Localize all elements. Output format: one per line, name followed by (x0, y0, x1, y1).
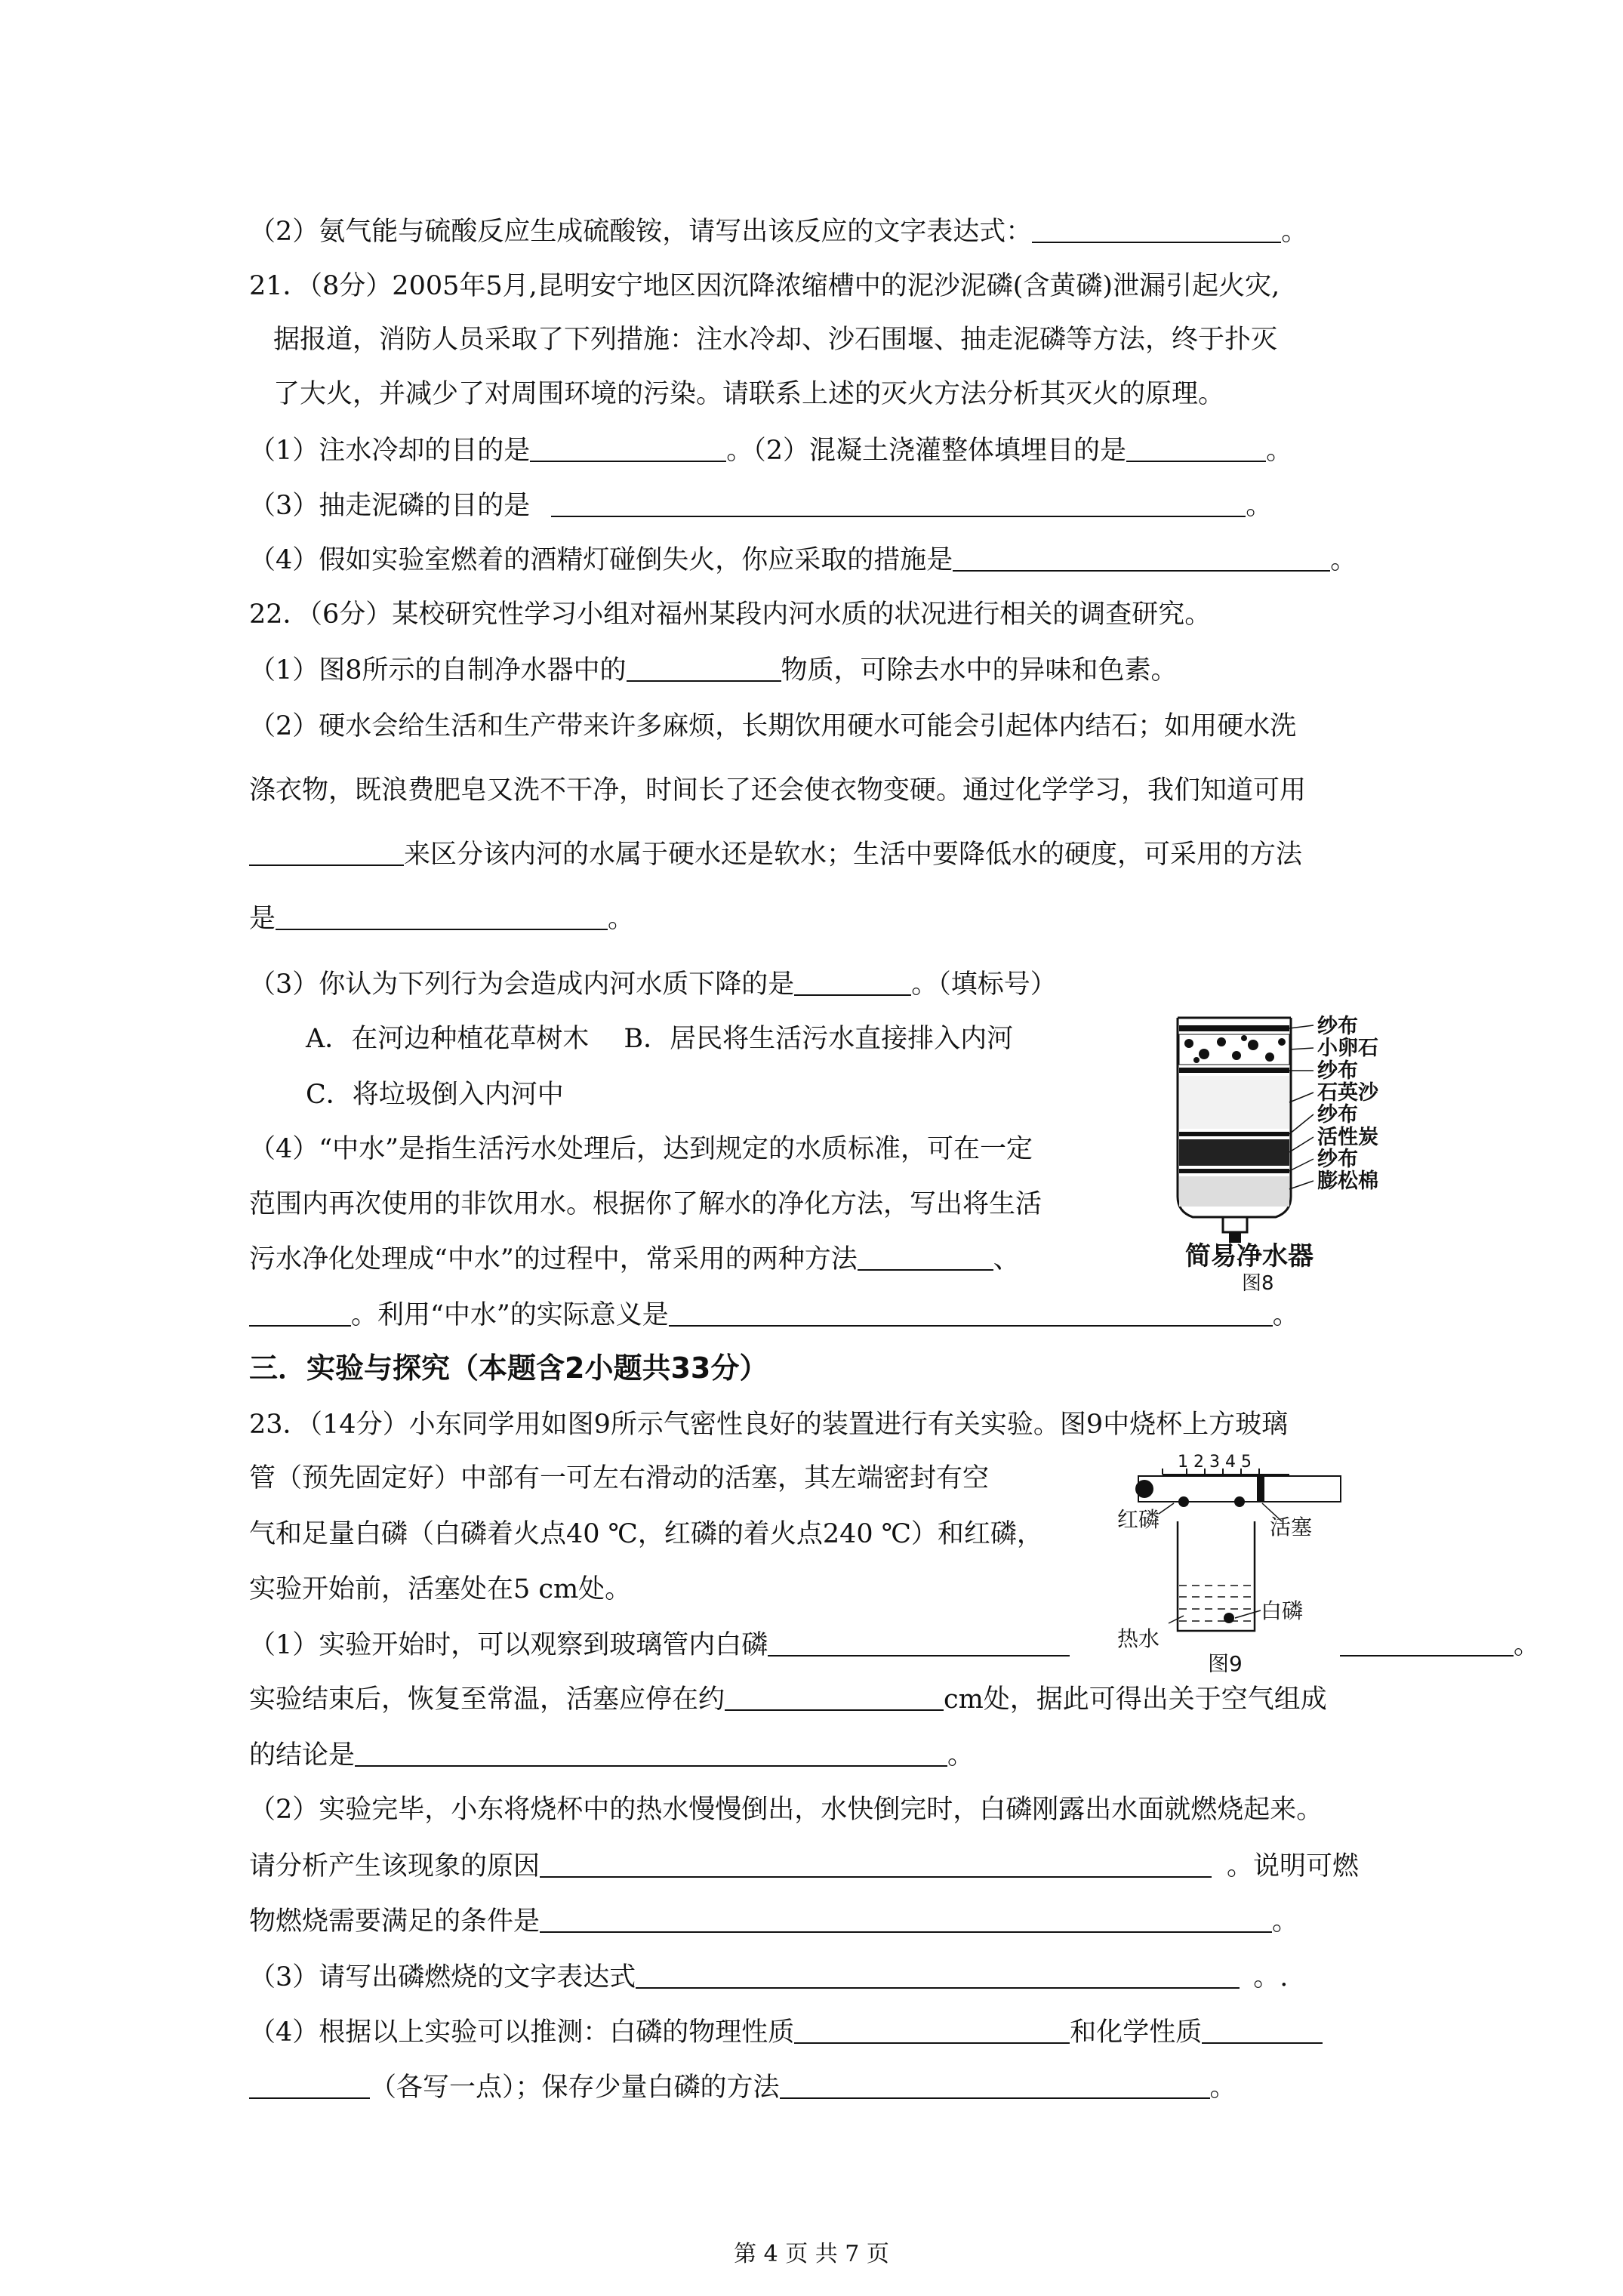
q22-4-text-b: 。利用“中水”的实际意义是 (351, 1300, 669, 1330)
q22-3-text-a: （3）你认为下列行为会造成内河水质下降的是 (249, 969, 795, 1000)
water-filter-diagram (1163, 1004, 1419, 1299)
scale-numbers: 1 2 3 4 5 (1178, 1453, 1252, 1472)
label-hot-water: 热水 (1117, 1626, 1160, 1651)
q23-2-answer-blank-1[interactable] (540, 1852, 1212, 1878)
punct: 。 (1272, 1906, 1299, 1937)
q23-stem-line-4: 实验开始前，活塞处在5 cm处。 (249, 1574, 632, 1604)
q22-3-answer-blank[interactable] (794, 970, 911, 996)
q23-1-text-b: 实验结束后，恢复至常温，活塞应停在约 (249, 1684, 725, 1715)
page-footer: 第 4 页 共 7 页 (734, 2241, 889, 2267)
q22-3-options-ab: A．在河边种植花草树木 B．居民将生活污水直接排入内河 (306, 1024, 1014, 1054)
q20-2-answer-blank[interactable] (1032, 217, 1281, 243)
q22-2-text: 来区分该内河的水属于硬水还是软水；生活中要降低水的硬度，可采用的方法 (404, 840, 1303, 870)
q22-1-line (249, 654, 1178, 687)
q23-1-answer-blank-2[interactable] (725, 1685, 944, 1711)
q21-4-answer-blank[interactable] (953, 546, 1330, 572)
punct: 。 (1514, 1630, 1541, 1660)
q23-1-text: （1）实验开始时，可以观察到玻璃管内白磷 (249, 1630, 768, 1660)
q22-4-line-1: （4）“中水”是指生活污水处理后，达到规定的水质标准，可在一定 (249, 1134, 1033, 1164)
q21-1-answer-blank[interactable] (530, 436, 726, 462)
q23-3-line (249, 1961, 1288, 1994)
q23-3-answer-blank[interactable] (636, 1963, 1240, 1989)
q23-1-line-2 (249, 1683, 1327, 1716)
q22-2-line-4 (249, 902, 634, 935)
punct: 。 (1209, 2073, 1236, 2103)
q21-4-line (249, 544, 1357, 577)
q21-stem-line-2: 据报道，消防人员采取了下列措施：注水冷却、沙石围堰、抽走泥磷等方法，终于扑灭 (273, 325, 1278, 355)
q23-4-text: （4）根据以上实验可以推测：白磷的物理性质 (249, 2017, 795, 2048)
q23-stem-line-2: 管（预先固定好）中部有一可左右滑动的活塞，其左端密封有空 (249, 1463, 990, 1493)
punct: 。 (947, 1740, 975, 1771)
q21-2-text: 。（2）混凝土浇灌整体填埋目的是 (726, 436, 1127, 466)
q22-2-line-1: （2）硬水会给生活和生产带来许多麻烦，长期饮用硬水可能会引起体内结石；如用硬水洗 (249, 711, 1297, 741)
q23-stem-line-3: 气和足量白磷（白磷着火点40 ℃，红磷的着火点240 ℃）和红磷， (249, 1519, 1043, 1549)
q21-3-text: （3）抽走泥磷的目的是 (249, 491, 531, 521)
q21-2-answer-blank[interactable] (1126, 436, 1266, 462)
figure-9-apparatus (1117, 1446, 1359, 1672)
label-cotton: 膨松棉 (1317, 1170, 1378, 1193)
label-piston: 活塞 (1270, 1515, 1313, 1539)
punct: 。 (608, 904, 635, 934)
q22-2-answer-blank-1[interactable] (249, 840, 404, 866)
q22-1-answer-blank[interactable] (627, 656, 781, 682)
q23-1-answer-blank-3[interactable] (355, 1741, 947, 1767)
q23-1-text-d: 的结论是 (249, 1740, 356, 1771)
figure-8-title: 简易净水器 (1185, 1241, 1313, 1271)
label-gauze-2: 纱布 (1317, 1059, 1358, 1083)
q21-1-line (249, 434, 1292, 467)
q21-stem-line-1: 21．（8分）2005年5月,昆明安宁地区因沉降浓缩槽中的泥沙泥磷(含黄磷)泄漏引起火灾, (249, 271, 1280, 301)
figure-8-water-filter (1163, 1004, 1419, 1299)
q23-2-line-2 (249, 1850, 1359, 1883)
q23-4-line-1 (249, 2016, 1323, 2049)
q23-1-answer-blank-1[interactable] (768, 1631, 1070, 1657)
label-pebbles: 小卵石 (1317, 1037, 1378, 1060)
q22-stem-line: 22．（6分）某校研究性学习小组对福州某段内河水质的状况进行相关的调查研究。 (249, 599, 1212, 630)
punct: 。 (1266, 436, 1293, 466)
q23-4-line-2 (249, 2071, 1236, 2104)
q23-3-text: （3）请写出磷燃烧的文字表达式 (249, 1962, 636, 1992)
punct: 。 (1246, 491, 1273, 521)
q23-4-text-b: 和化学性质 (1070, 2017, 1203, 2048)
q22-4-line-4 (249, 1299, 1299, 1332)
label-activated-carbon: 活性炭 (1317, 1126, 1378, 1149)
q23-1-answer-blank-1b[interactable] (1340, 1631, 1514, 1657)
q20-2-line (249, 215, 1307, 248)
label-gauze-1: 纱布 (1317, 1015, 1358, 1038)
q23-2-text-c: 物燃烧需要满足的条件是 (249, 1906, 540, 1937)
q22-3-option-c: C．将垃圾倒入内河中 (306, 1080, 564, 1110)
q23-4-answer-blank-1[interactable] (794, 2018, 1070, 2044)
q23-2-line-1: （2）实验完毕，小东将烧杯中的热水慢慢倒出，水快倒完时，白磷刚露出水面就燃烧起来。 (249, 1795, 1323, 1825)
q22-4-answer-blank-2[interactable] (249, 1301, 351, 1327)
apparatus-diagram (1117, 1446, 1359, 1672)
figure-9-caption: 图9 (1208, 1651, 1243, 1672)
punct: 。 (1272, 1300, 1299, 1330)
q21-3-answer-blank[interactable] (551, 492, 1246, 517)
label-red-phosphorus: 红磷 (1117, 1507, 1160, 1532)
q22-4-answer-blank-3[interactable] (669, 1301, 1273, 1327)
figure-8-caption: 图8 (1242, 1272, 1274, 1295)
q22-2-line-2: 涤衣物，既浪费肥皂又洗不干净，时间长了还会使衣物变硬。通过化学学习，我们知道可用 (249, 775, 1307, 806)
label-gauze-3: 纱布 (1317, 1103, 1358, 1126)
q22-4-answer-blank-1[interactable] (858, 1245, 993, 1271)
q23-stem-line-1: 23．（14分）小东同学用如图9所示气密性良好的装置进行有关实验。图9中烧杯上方玻璃 (249, 1410, 1289, 1440)
q22-3-text-b: 。（填标号） (911, 969, 1057, 1000)
q23-1-line-3 (249, 1739, 974, 1772)
q23-4-answer-blank-3[interactable] (249, 2073, 370, 2099)
q22-1-text-b: 物质，可除去水中的异味和色素。 (781, 655, 1178, 686)
label-gauze-4: 纱布 (1317, 1148, 1358, 1171)
q23-1-blank-continued (1340, 1629, 1540, 1662)
punct: 。 (1330, 545, 1357, 575)
q22-4-line-3 (249, 1243, 1020, 1276)
punct: 、 (993, 1244, 1020, 1274)
label-quartz-sand: 石英沙 (1317, 1081, 1378, 1105)
q22-3-line (249, 968, 1057, 1001)
q23-4-answer-blank-4[interactable] (780, 2073, 1210, 2099)
q23-2-text: 请分析产生该现象的原因 (249, 1851, 540, 1881)
q22-2-line-3 (249, 838, 1302, 871)
q22-1-text-a: （1）图8所示的自制净水器中的 (249, 655, 627, 686)
q21-1-text: （1）注水冷却的目的是 (249, 436, 531, 466)
q20-2-text: （2）氨气能与硫酸反应生成硫酸铵，请写出该反应的文字表达式： (249, 217, 1033, 247)
punct: 。 (1281, 217, 1308, 247)
section-3-heading: 三．实验与探究（本题含2小题共33分） (249, 1351, 768, 1385)
q22-2-answer-blank-2[interactable] (276, 905, 608, 930)
q21-4-text: （4）假如实验室燃着的酒精灯碰倒失火，你应采取的措施是 (249, 545, 953, 575)
q22-4-line-2: 范围内再次使用的非饮用水。根据你了解水的净化方法，写出将生活 (249, 1189, 1042, 1219)
q23-1-text-c: cm处，据此可得出关于空气组成 (944, 1684, 1327, 1715)
q23-2-line-3 (249, 1905, 1298, 1938)
punct: 。. (1253, 1962, 1289, 1992)
q21-3-line (249, 489, 1272, 522)
q23-4-answer-blank-2[interactable] (1202, 2018, 1323, 2044)
q23-2-text-b: 。说明可燃 (1227, 1851, 1360, 1881)
q23-1-line-1 (249, 1629, 1070, 1662)
q21-stem-line-3: 了大火，并减少了对周围环境的污染。请联系上述的灭火方法分析其灭火的原理。 (273, 379, 1225, 409)
q22-2-text-shi: 是 (249, 904, 276, 934)
q23-4-text-c: （各写一点）；保存少量白磷的方法 (370, 2073, 780, 2103)
q22-4-text: 污水净化处理成“中水”的过程中，常采用的两种方法 (249, 1244, 858, 1274)
q23-2-answer-blank-2[interactable] (540, 1907, 1272, 1933)
label-white-phosphorus: 白磷 (1261, 1598, 1304, 1623)
